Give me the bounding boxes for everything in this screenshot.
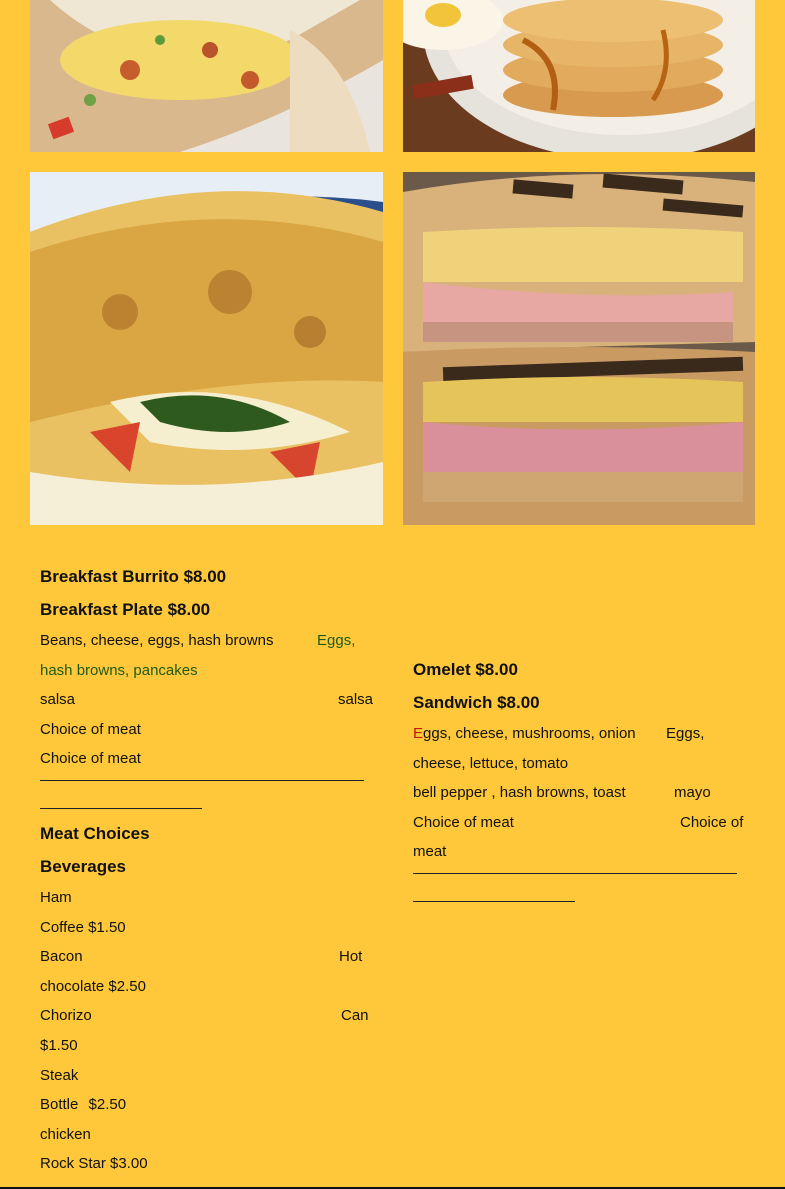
plate-description: hash browns, pancakes (40, 661, 198, 679)
breakfast-plate-title: Breakfast Plate $8.00 (40, 600, 211, 619)
omelet-title: Omelet $8.00 (413, 660, 518, 679)
sandwich-description: Eggs, (666, 725, 705, 742)
left-menu-column (40, 560, 375, 1179)
meat-choice: Steak (40, 1066, 79, 1084)
divider (413, 873, 737, 874)
burrito-description: salsa (40, 691, 76, 709)
beverages-heading: Beverages (40, 856, 127, 876)
menu-line (413, 719, 748, 749)
menu-line (40, 626, 375, 656)
beverage-item: Rock Star $3.00 (40, 1155, 148, 1173)
plate-description: Eggs, (317, 632, 356, 649)
beverage-price: $2.50 (88, 1096, 127, 1114)
menu-line (40, 1090, 375, 1120)
omelet-description-initial: E (413, 725, 424, 742)
menu-line (413, 808, 748, 838)
menu-line (40, 942, 375, 972)
right-menu-column (413, 653, 748, 902)
beverage-item: Bottle (40, 1096, 79, 1114)
divider (40, 780, 364, 781)
divider (40, 808, 202, 809)
breakfast-burrito-image (30, 0, 383, 152)
meat-choice: Bacon (40, 948, 83, 966)
beverage-item: Can (341, 1007, 369, 1025)
beverage-item: chocolate $2.50 (40, 977, 146, 995)
sandwich-image (403, 172, 755, 525)
beverage-item: Coffee $1.50 (40, 918, 126, 936)
sandwich-description: meat (413, 843, 447, 861)
breakfast-burrito-title: Breakfast Burrito $8.00 (40, 567, 227, 586)
meat-choices-heading: Meat Choices (40, 823, 150, 843)
sandwich-description: Choice of (680, 813, 744, 831)
beverage-item: $1.50 (40, 1036, 78, 1054)
sandwich-description: cheese, lettuce, tomato (413, 754, 569, 772)
pancakes-image (403, 0, 755, 152)
meat-choice: Chorizo (40, 1007, 92, 1025)
beverage-item: Hot (339, 948, 363, 966)
burrito-description: Beans, cheese, eggs, hash browns (40, 632, 274, 649)
sandwich-description: mayo (674, 784, 711, 802)
menu-line (413, 778, 748, 808)
plate-description: Choice of meat (40, 750, 141, 768)
meat-choice: Ham (40, 888, 72, 906)
omelet-description: Choice of meat (413, 813, 514, 831)
meat-choice: chicken (40, 1125, 91, 1143)
divider (413, 901, 575, 902)
menu-line (40, 1001, 375, 1031)
omelet-description: ggs, cheese, mushrooms, onion (423, 725, 636, 742)
plate-description: salsa (338, 691, 374, 709)
sandwich-title: Sandwich $8.00 (413, 693, 540, 712)
omelet-image (30, 172, 383, 525)
omelet-description: bell pepper , hash browns, toast (413, 784, 626, 802)
menu-line (40, 685, 375, 715)
burrito-description: Choice of meat (40, 720, 141, 738)
